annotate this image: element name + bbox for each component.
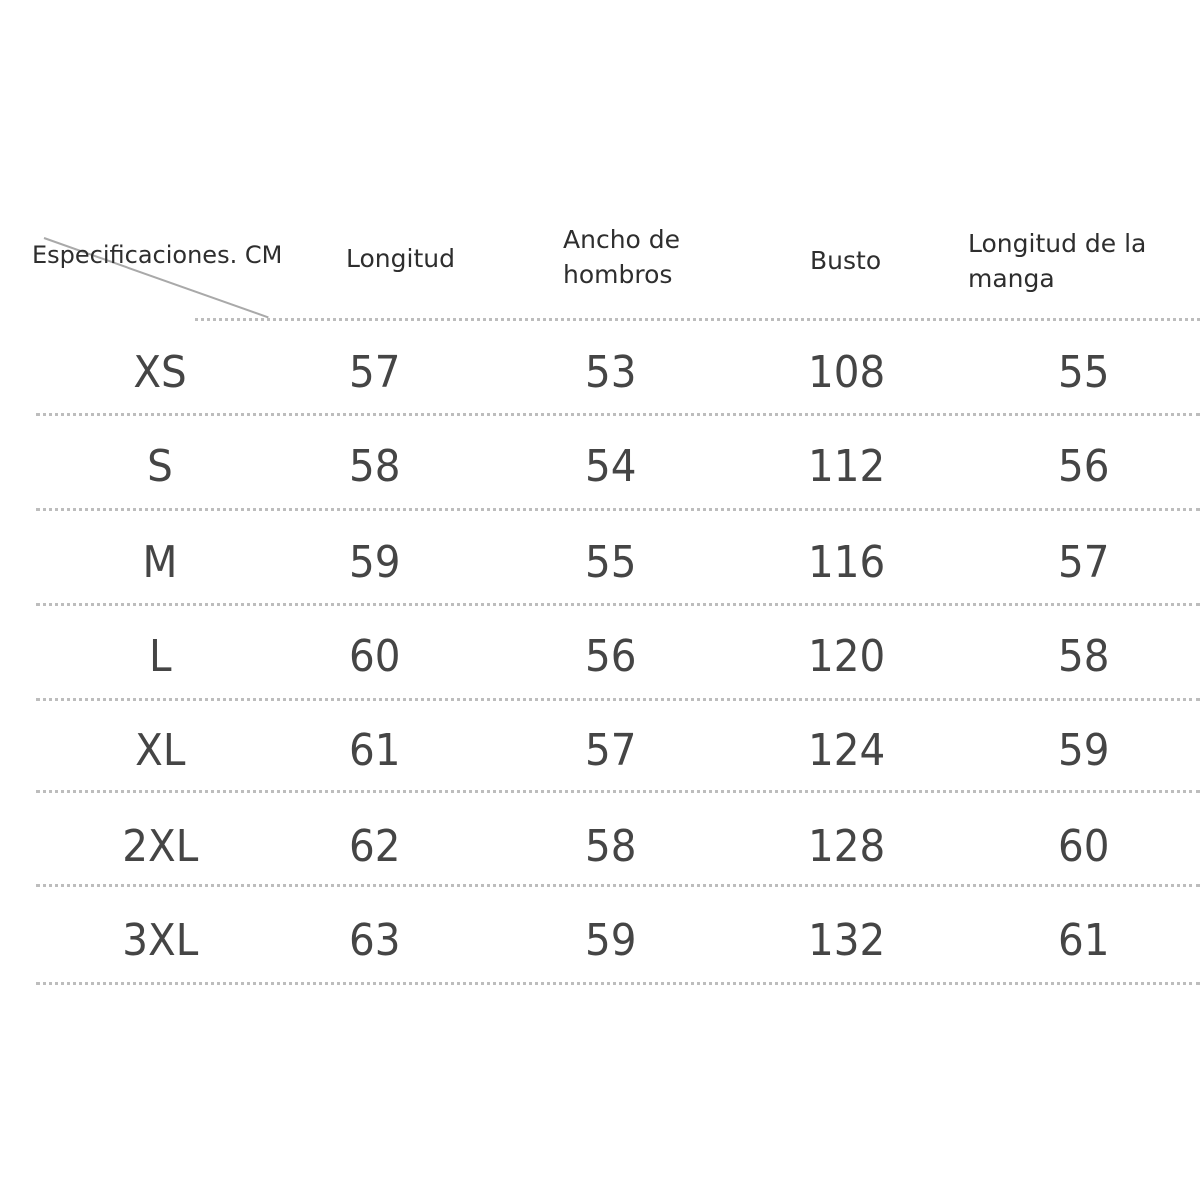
- header-shoulder-width: [563, 222, 680, 292]
- header-sleeve-line1: Longitud de la: [968, 229, 1147, 258]
- header-bust: [810, 243, 881, 278]
- length-cell: 58: [349, 441, 401, 492]
- shoulder-cell: 53: [585, 347, 637, 398]
- header-bust-label: Busto: [810, 246, 882, 275]
- bust-cell: 108: [808, 347, 886, 398]
- length-cell: 63: [349, 915, 401, 966]
- header-shoulder-line2: hombros: [563, 260, 673, 289]
- shoulder-cell: 54: [585, 441, 637, 492]
- header-shoulder-line1: Ancho de: [563, 225, 681, 254]
- bust-cell: 116: [808, 537, 886, 588]
- size-cell: S: [147, 441, 173, 492]
- sleeve-cell: 60: [1058, 821, 1110, 872]
- size-cell: XS: [133, 347, 187, 398]
- length-cell: 57: [349, 347, 401, 398]
- table-row: [0, 911, 1200, 971]
- header-sleeve-line2: manga: [968, 264, 1055, 293]
- sleeve-cell: 57: [1058, 537, 1110, 588]
- table-row: [0, 437, 1200, 497]
- table-row: [0, 627, 1200, 687]
- row-divider: [36, 698, 1200, 701]
- row-divider: [36, 508, 1200, 511]
- header-length-label: Longitud: [346, 244, 455, 273]
- bust-cell: 132: [808, 915, 886, 966]
- sleeve-cell: 56: [1058, 441, 1110, 492]
- table-row: [0, 817, 1200, 877]
- row-divider: [36, 982, 1200, 985]
- table-row: [0, 721, 1200, 781]
- length-cell: 59: [349, 537, 401, 588]
- table-row: [0, 533, 1200, 593]
- sleeve-cell: 59: [1058, 725, 1110, 776]
- row-divider: [36, 884, 1200, 887]
- shoulder-cell: 56: [585, 631, 637, 682]
- length-cell: 60: [349, 631, 401, 682]
- header-spec-label: Especificaciones. CM: [32, 241, 283, 269]
- size-cell: 3XL: [121, 915, 199, 966]
- size-cell: XL: [134, 725, 186, 776]
- length-cell: 61: [349, 725, 401, 776]
- row-divider: [36, 790, 1200, 793]
- bust-cell: 128: [808, 821, 886, 872]
- row-divider: [195, 318, 1200, 321]
- size-cell: M: [142, 537, 178, 588]
- bust-cell: 124: [808, 725, 886, 776]
- shoulder-cell: 58: [585, 821, 637, 872]
- bust-cell: 120: [808, 631, 886, 682]
- shoulder-cell: 57: [585, 725, 637, 776]
- sleeve-cell: 58: [1058, 631, 1110, 682]
- shoulder-cell: 55: [585, 537, 637, 588]
- shoulder-cell: 59: [585, 915, 637, 966]
- size-cell: L: [148, 631, 172, 682]
- row-divider: [36, 603, 1200, 606]
- header-length: [346, 241, 455, 276]
- sleeve-cell: 55: [1058, 347, 1110, 398]
- header-spec: [32, 238, 282, 273]
- bust-cell: 112: [808, 441, 886, 492]
- table-row: [0, 343, 1200, 403]
- header-sleeve-length: [968, 226, 1146, 296]
- length-cell: 62: [349, 821, 401, 872]
- sleeve-cell: 61: [1058, 915, 1110, 966]
- size-cell: 2XL: [121, 821, 199, 872]
- row-divider: [36, 413, 1200, 416]
